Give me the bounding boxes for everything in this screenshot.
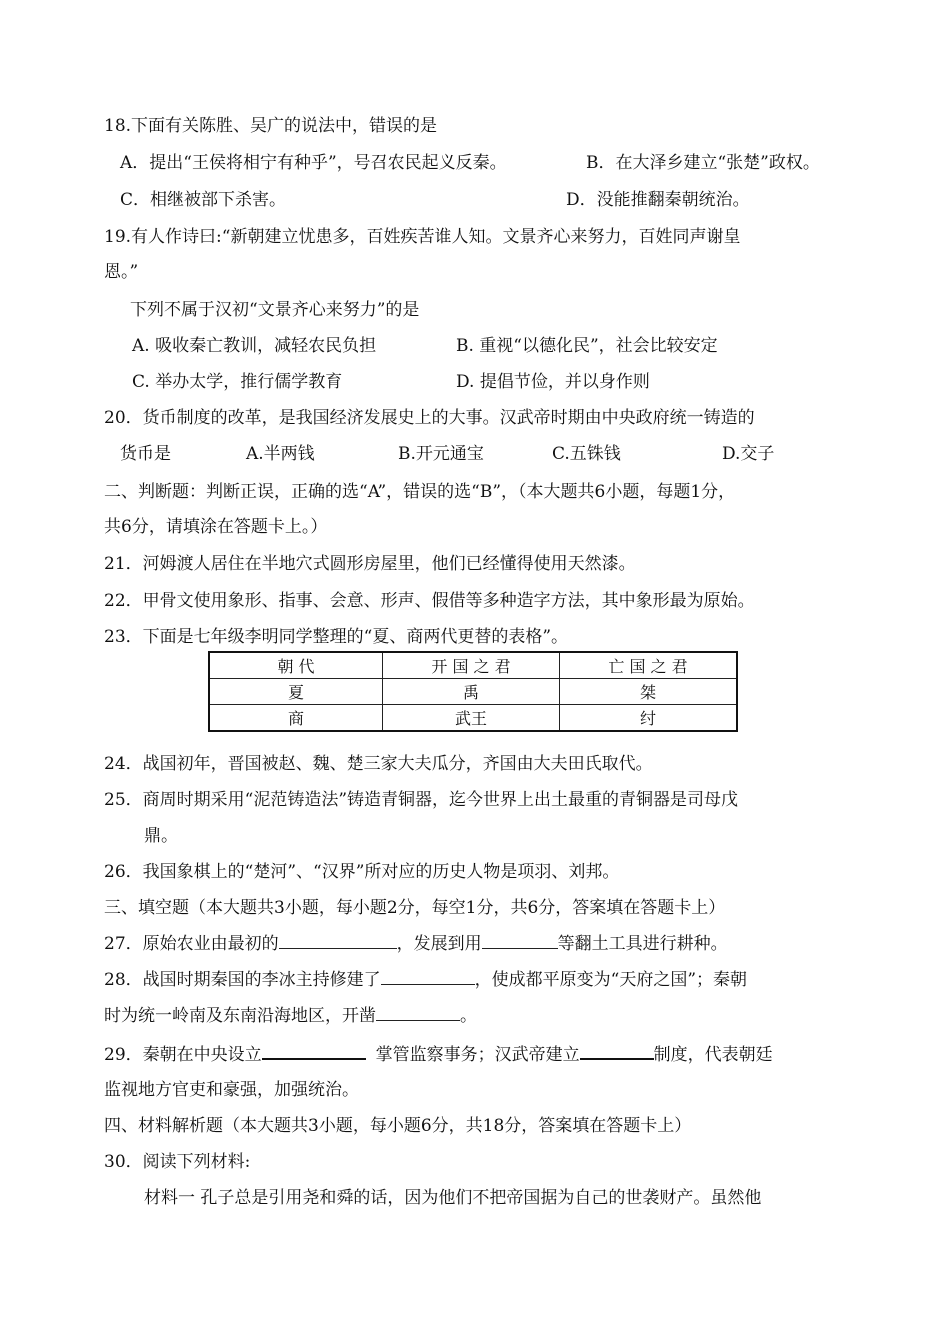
q28-text: 28．战国时期秦国的李冰主持修建了 [104,970,381,990]
section2-heading-line1: 二、判断题：判断正误，正确的选“A”，错误的选“B”，（本大题共6小题，每题1分， [104,482,736,502]
table-cell: 夏 [209,679,383,705]
section4-heading: 四、材料解析题（本大题共3小题，每小题6分，共18分，答案填在答题卡上） [104,1116,692,1136]
q28-text: 时为统一岭南及东南沿海地区，开凿 [104,1006,376,1026]
q29-line2: 监视地方官吏和豪强，加强统治。 [104,1080,359,1100]
q18-option-b: B．在大泽乡建立“张楚”政权。 [586,153,820,173]
q20-option-c: C.五铢钱 [552,444,621,464]
q28-line2 [104,1004,477,1028]
q19-stem-line1: 19.有人作诗曰:“新朝建立忧患多，百姓疾苦谁人知。文景齐心来努力，百姓同声谢皇 [104,227,741,247]
q20-option-a: A.半两钱 [246,444,315,464]
q24: 24．战国初年，晋国被赵、魏、楚三家大夫瓜分，齐国由大夫田氏取代。 [104,754,653,774]
q30-material1: 材料一 孔子总是引用尧和舜的话，因为他们不把帝国据为自己的世袭财产。虽然他 [144,1188,762,1208]
table-row [209,705,737,732]
q20-stem-line1: 20．货币制度的改革，是我国经济发展史上的大事。汉武帝时期由中央政府统一铸造的 [104,408,755,428]
q28-text: ，使成都平原变为“天府之国”；秦朝 [474,970,748,990]
q25-line2: 鼎。 [144,826,178,846]
q19-option-b: B. 重视“以德化民”，社会比较安定 [456,336,718,356]
answer-blank [262,1042,366,1060]
q25-line1: 25．商周时期采用“泥范铸造法”铸造青铜器，迄今世界上出土最重的青铜器是司母戊 [104,790,739,810]
q28-text: 。 [460,1006,477,1026]
q19-option-a: A. 吸收秦亡教训，减轻农民负担 [132,336,377,356]
table-cell: 商 [209,705,383,732]
q20-stem-line2: 货币是 [120,444,171,464]
q29-text: 29．秦朝在中央设立 [104,1045,262,1065]
table-cell: 桀 [560,679,738,705]
answer-blank [279,932,397,949]
table-cell: 武王 [383,705,560,732]
q19-stem-line2: 恩。” [104,262,139,282]
q26: 26．我国象棋上的“楚河”、“汉界”所对应的历史人物是项羽、刘邦。 [104,862,620,882]
q18-option-c: C．相继被部下杀害。 [120,190,287,210]
q22: 22．甲骨文使用象形、指事、会意、形声、假借等多种造字方法，其中象形最为原始。 [104,591,755,611]
q19-stem-line3: 下列不属于汉初“文景齐心来努力”的是 [130,300,420,320]
table-cell: 禹 [383,679,560,705]
q29-line1 [104,1042,773,1067]
answer-blank [482,932,558,949]
table-row [209,679,737,705]
q23-stem: 23．下面是七年级李明同学整理的“夏、商两代更替的表格”。 [104,627,569,647]
table-header: 亡 国 之 君 [560,652,738,679]
q18-stem: 18.下面有关陈胜、吴广的说法中，错误的是 [104,116,438,136]
q30-stem: 30．阅读下列材料: [104,1152,251,1172]
q27-text: ，发展到用 [396,934,482,954]
table-header: 朝 代 [209,652,383,679]
q29-text: 掌管监察事务；汉武帝建立 [375,1045,580,1065]
answer-blank [381,968,475,985]
dynasty-table [208,651,738,732]
table-header: 开 国 之 君 [383,652,560,679]
q21: 21．河姆渡人居住在半地穴式圆形房屋里，他们已经懂得使用天然漆。 [104,554,636,574]
answer-blank [580,1042,654,1060]
q27 [104,932,728,956]
q19-option-c: C. 举办太学，推行儒学教育 [132,372,343,392]
section2-heading-line2: 共6分，请填涂在答题卡上。） [104,517,328,537]
table-cell: 纣 [560,705,738,732]
q27-text: 27．原始农业由最初的 [104,934,279,954]
q27-text: 等翻土工具进行耕种。 [557,934,728,954]
q18-option-a: A．提出“王侯将相宁有种乎”，号召农民起义反秦。 [120,153,507,173]
q19-option-d: D. 提倡节俭，并以身作则 [456,372,650,392]
table-header-row [209,652,737,679]
q28-line1 [104,968,747,992]
q20-option-b: B.开元通宝 [398,444,484,464]
answer-blank [376,1004,460,1021]
q29-text: 制度，代表朝廷 [653,1045,773,1065]
q20-option-d: D.交子 [722,444,775,464]
section3-heading: 三、填空题（本大题共3小题，每小题2分，每空1分，共6分，答案填在答题卡上） [104,898,726,918]
q18-option-d: D．没能推翻秦朝统治。 [566,190,750,210]
